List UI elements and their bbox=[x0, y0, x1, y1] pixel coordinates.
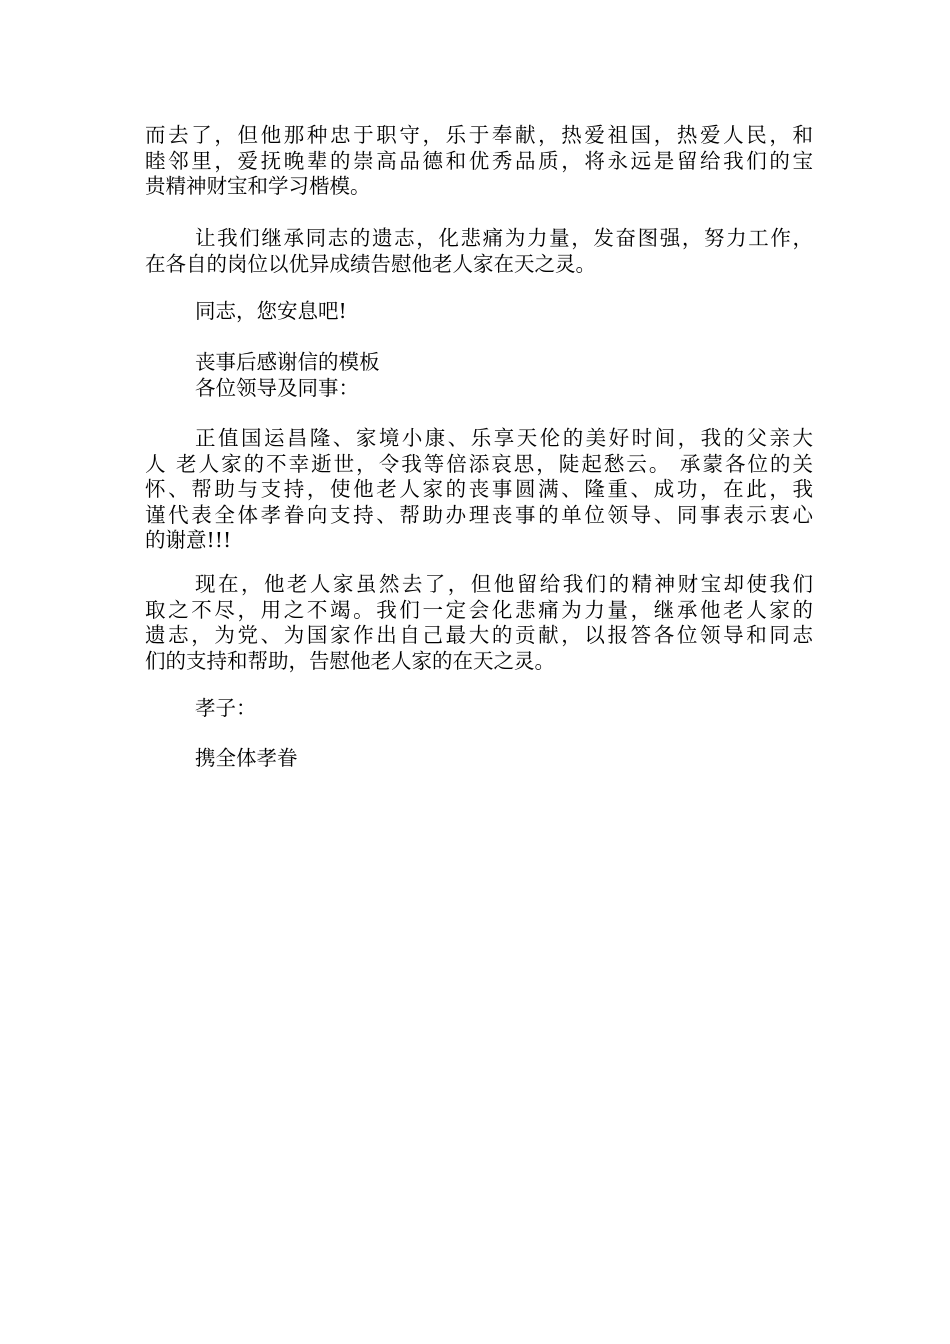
text-line: 而去了，但他那种忠于职守，乐于奉献，热爱祖国，热爱人民，和 bbox=[145, 123, 813, 147]
paragraph-inherit-will bbox=[145, 226, 813, 277]
text-line: 在各自的岗位以优异成绩告慰他老人家在天之灵。 bbox=[145, 251, 596, 276]
text-line: 携全体孝眷 bbox=[195, 746, 298, 770]
text-line: 的谢意!!! bbox=[145, 528, 232, 552]
text-line: 遗志，为党、为国家作出自己最大的贡献，以报答各位领导和同志 bbox=[145, 623, 813, 647]
text-line: 谨代表全体孝眷向支持、帮助办理丧事的单位领导、同事表示衷心 bbox=[145, 502, 813, 527]
paragraph-legacy bbox=[145, 572, 813, 674]
text-line: 现在，他老人家虽然去了，但他留给我们的精神财宝却使我们 bbox=[195, 572, 813, 596]
text-line: 们的支持和帮助，告慰他老人家的在天之灵。 bbox=[145, 648, 555, 673]
text-line: 正值国运昌隆、家境小康、乐享天伦的美好时间，我的父亲大 bbox=[195, 426, 813, 450]
letter-title: 丧事后感谢信的模板 bbox=[195, 350, 380, 374]
text-line: 孝子： bbox=[195, 696, 257, 720]
letter-heading bbox=[145, 350, 813, 401]
text-line: 取之不尽，用之不竭。我们一定会化悲痛为力量，继承他老人家的 bbox=[145, 597, 813, 622]
text-line: 让我们继承同志的遗志，化悲痛为力量，发奋图强，努力工作， bbox=[195, 226, 813, 250]
paragraph-rest-in-peace bbox=[145, 299, 813, 325]
text-line: 怀、帮助与支持，使他老人家的丧事圆满、隆重、成功，在此，我 bbox=[145, 477, 813, 501]
paragraph-thanks bbox=[145, 426, 813, 554]
text-line: 人 老人家的不幸逝世，令我等倍添哀思，陡起愁云。 承蒙各位的关 bbox=[145, 451, 813, 476]
signature-son bbox=[145, 696, 813, 722]
letter-salutation: 各位领导及同事： bbox=[195, 375, 359, 400]
text-line: 同志，您安息吧! bbox=[195, 299, 347, 323]
paragraph-tribute bbox=[145, 123, 813, 200]
text-line: 贵精神财宝和学习楷模。 bbox=[145, 174, 371, 198]
signature-family bbox=[145, 746, 813, 772]
text-line: 睦邻里，爱抚晚辈的崇高品德和优秀品质，将永远是留给我们的宝 bbox=[145, 148, 813, 173]
